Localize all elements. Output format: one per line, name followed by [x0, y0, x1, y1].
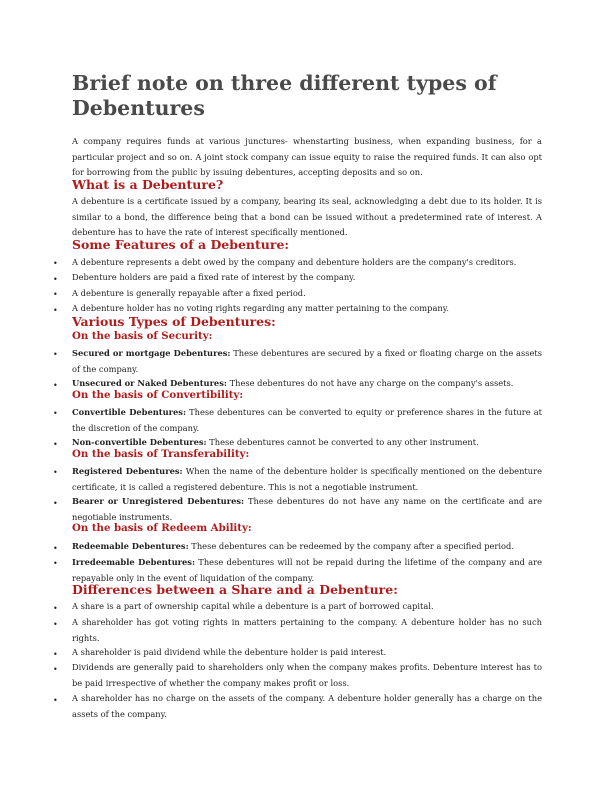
security-heading: On the basis of Security: [72, 330, 213, 342]
description: These debentures are secured by a fixed or floating charge on the assets of the company. [72, 348, 542, 374]
what-is-paragraph: A debenture is a certificate issued by a company, bearing its seal, acknowledging a debt due to its holder. It is similar to a bond, the difference being that a bond can be issued without a predetermined rate of interest. A debenture has to have the rate of interest specifically mentioned. [72, 196, 542, 238]
transferability-item [72, 494, 542, 525]
security-item [72, 346, 542, 377]
transferability-heading: On the basis of Transferability: [72, 448, 250, 460]
bullet-icon [53, 500, 59, 506]
term: Bearer or Unregistered Debentures: [72, 496, 245, 506]
term: Non-convertible Debentures: [72, 437, 207, 447]
differences-heading: Differences between a Share and a Debenture: [72, 582, 398, 597]
term: Secured or mortgage Debentures: [72, 348, 231, 358]
bullet-icon [53, 382, 59, 388]
bullet-icon [53, 410, 59, 416]
intro-paragraph: A company requires funds at various junctures- whenstarting business, when expanding business, for a particular project and so on. A joint stock company can issue equity to raise the required funds. It can also opt for borrowing from the public by issuing debentures, accepting deposits and so on. [72, 136, 542, 178]
description: These debentures do not have any name on the certificate and are negotiable instruments. [72, 496, 542, 522]
difference-item: A share is a part of ownership capital while a debenture is a part of borrowed capital. [72, 601, 434, 611]
bullet-icon [53, 697, 59, 703]
redeem-heading: On the basis of Redeem Ability: [72, 522, 252, 534]
bullet-icon [53, 666, 59, 672]
description: These debentures do not have any charge on the company's assets. [226, 378, 514, 388]
description: These debentures will not be repaid during the lifetime of the company and are repayable only in the event of liquidation of the company. [72, 557, 542, 583]
convertibility-heading: On the basis of Convertibility: [72, 389, 244, 401]
description: These debentures can be redeemed by the company after a specified period. [188, 541, 514, 551]
description: When the name of the debenture holder is specifically mentioned on the debenture certificate, it is called a registered debenture. This is not a negotiable instrument. [72, 466, 542, 492]
bullet-icon [53, 276, 59, 282]
feature-item: Debenture holders are paid a fixed rate of interest by the company. [72, 272, 356, 282]
page-title: Brief note on three different types of Debentures [72, 71, 497, 120]
difference-item: A shareholder is paid dividend while the debenture holder is paid interest. [72, 647, 387, 657]
feature-item: A debenture is generally repayable after a fixed period. [72, 288, 306, 298]
bullet-icon [53, 545, 59, 551]
what-is-heading: What is a Debenture? [72, 177, 224, 192]
bullet-icon [53, 260, 59, 266]
bullet-icon [53, 469, 59, 475]
difference-item: A shareholder has no charge on the assets of the company. A debenture holder generally has a charge on the assets of the company. [72, 693, 542, 719]
bullet-icon [53, 351, 59, 357]
bullet-icon [53, 291, 59, 297]
term: Unsecured or Naked Debentures: [72, 378, 227, 388]
bullet-icon [53, 560, 59, 566]
bullet-icon [53, 651, 59, 657]
feature-item: A debenture represents a debt owed by the company and debenture holders are the company's creditors. [72, 257, 517, 267]
features-heading: Some Features of a Debenture: [72, 237, 290, 252]
description: These debentures can be converted to equity or preference shares in the future at the discretion of the company. [72, 407, 542, 433]
bullet-icon [53, 307, 59, 313]
bullet-icon [53, 621, 59, 627]
term: Irredeemable Debentures: [72, 557, 196, 567]
term: Registered Debentures: [72, 466, 183, 476]
feature-item: A debenture holder has no voting rights regarding any matter pertaining to the company. [72, 303, 449, 313]
bullet-icon [53, 605, 59, 611]
description: These debentures cannot be converted to any other instrument. [206, 437, 479, 447]
term: Redeemable Debentures: [72, 541, 189, 551]
transferability-item [72, 464, 542, 495]
types-heading: Various Types of Debentures: [72, 314, 276, 329]
difference-item: Dividends are generally paid to shareholders only when the company makes profits. Debenture interest has to be paid irrespective of whether the company makes profit or loss. [72, 662, 542, 688]
convertibility-item [72, 405, 542, 436]
difference-item: A shareholder has got voting rights in matters pertaining to the company. A debenture holder has no such rights. [72, 617, 542, 643]
term: Convertible Debentures: [72, 407, 187, 417]
bullet-icon [53, 441, 59, 447]
redeem-item [72, 539, 542, 555]
